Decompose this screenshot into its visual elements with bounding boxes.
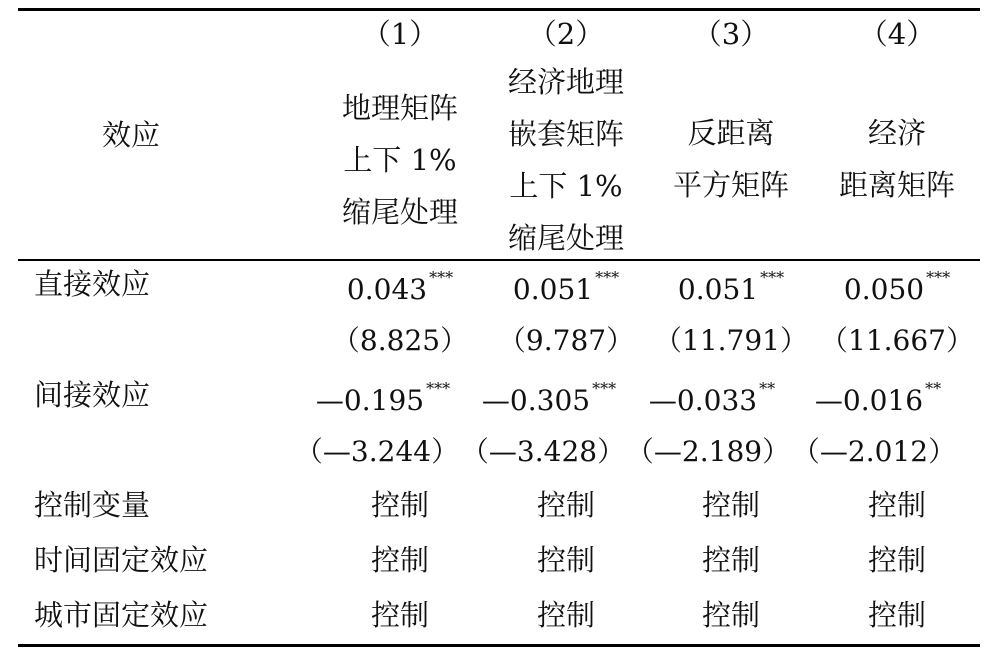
column-header-2-line-3: 上下 1% bbox=[509, 169, 623, 203]
coef-cell bbox=[843, 268, 951, 306]
t-stat-cell: （9.787） bbox=[497, 324, 635, 357]
column-number-3: （3） bbox=[692, 17, 770, 51]
column-header-4-line-1: 经济 bbox=[867, 116, 927, 150]
significance-stars: *** bbox=[926, 268, 951, 287]
coef-cell bbox=[346, 268, 454, 306]
control-cell: 控制 bbox=[370, 543, 430, 577]
significance-stars: *** bbox=[426, 379, 451, 398]
column-header-2-line-4: 缩尾处理 bbox=[507, 221, 625, 255]
t-stat-cell: （—2.189） bbox=[625, 435, 791, 468]
column-header-1-line-2: 上下 1% bbox=[343, 143, 457, 177]
column-header-2-line-2: 嵌套矩阵 bbox=[507, 117, 625, 151]
row-label-city-fixed-effect: 城市固定效应 bbox=[34, 598, 209, 632]
column-header-1 bbox=[342, 82, 458, 238]
t-stat-cell: （—2.012） bbox=[791, 435, 957, 468]
coef-value: —0.016 bbox=[814, 384, 924, 417]
t-stat-cell: （—3.428） bbox=[460, 435, 626, 468]
column-number-1: （1） bbox=[361, 17, 439, 51]
column-header-2 bbox=[508, 56, 624, 264]
coef-cell bbox=[512, 268, 620, 306]
control-cell: 控制 bbox=[867, 598, 927, 632]
row-label-direct: 直接效应 bbox=[34, 267, 151, 301]
control-cell: 控制 bbox=[370, 488, 430, 522]
control-cell: 控制 bbox=[701, 488, 761, 522]
row-label-time-fixed-effect: 时间固定效应 bbox=[34, 543, 209, 577]
t-stat-cell: （8.825） bbox=[331, 324, 469, 357]
bottom-rule bbox=[18, 644, 980, 647]
column-header-4-line-2: 距离矩阵 bbox=[838, 168, 956, 202]
column-number-4: （4） bbox=[858, 17, 936, 51]
significance-stars: ** bbox=[925, 379, 942, 398]
column-number-2: （2） bbox=[527, 17, 605, 51]
coef-cell bbox=[648, 379, 776, 417]
column-header-1-line-3: 缩尾处理 bbox=[341, 195, 459, 229]
significance-stars: *** bbox=[760, 268, 785, 287]
column-header-2-line-1: 经济地理 bbox=[507, 65, 625, 99]
row-label-control-variables: 控制变量 bbox=[34, 488, 151, 522]
control-cell: 控制 bbox=[536, 488, 596, 522]
column-header-3-line-1: 反距离 bbox=[687, 116, 775, 150]
control-cell: 控制 bbox=[536, 598, 596, 632]
control-cell: 控制 bbox=[701, 598, 761, 632]
coef-cell bbox=[814, 379, 942, 417]
column-header-1-line-1: 地理矩阵 bbox=[341, 91, 459, 125]
control-cell: 控制 bbox=[536, 543, 596, 577]
coef-value: —0.195 bbox=[315, 384, 425, 417]
column-header-3 bbox=[673, 107, 789, 211]
coef-value: 0.051 bbox=[512, 273, 594, 306]
control-cell: 控制 bbox=[370, 598, 430, 632]
coef-cell bbox=[677, 268, 785, 306]
row-header-label: 效应 bbox=[101, 118, 161, 152]
coef-cell bbox=[315, 379, 451, 417]
significance-stars: ** bbox=[759, 379, 776, 398]
column-header-4 bbox=[839, 107, 955, 211]
header-rule bbox=[18, 259, 980, 261]
coef-value: 0.043 bbox=[346, 273, 428, 306]
coef-cell bbox=[481, 379, 617, 417]
row-label-indirect: 间接效应 bbox=[34, 378, 151, 412]
top-rule bbox=[18, 8, 980, 11]
coef-value: —0.033 bbox=[648, 384, 758, 417]
significance-stars: *** bbox=[429, 268, 454, 287]
column-header-3-line-2: 平方矩阵 bbox=[672, 168, 790, 202]
coef-value: 0.050 bbox=[843, 273, 925, 306]
coef-value: 0.051 bbox=[677, 273, 759, 306]
coef-value: —0.305 bbox=[481, 384, 591, 417]
t-stat-cell: （11.667） bbox=[820, 324, 974, 357]
significance-stars: *** bbox=[595, 268, 620, 287]
t-stat-cell: （—3.244） bbox=[294, 435, 460, 468]
control-cell: 控制 bbox=[867, 543, 927, 577]
control-cell: 控制 bbox=[867, 488, 927, 522]
t-stat-cell: （11.791） bbox=[654, 324, 808, 357]
significance-stars: *** bbox=[592, 379, 617, 398]
control-cell: 控制 bbox=[701, 543, 761, 577]
